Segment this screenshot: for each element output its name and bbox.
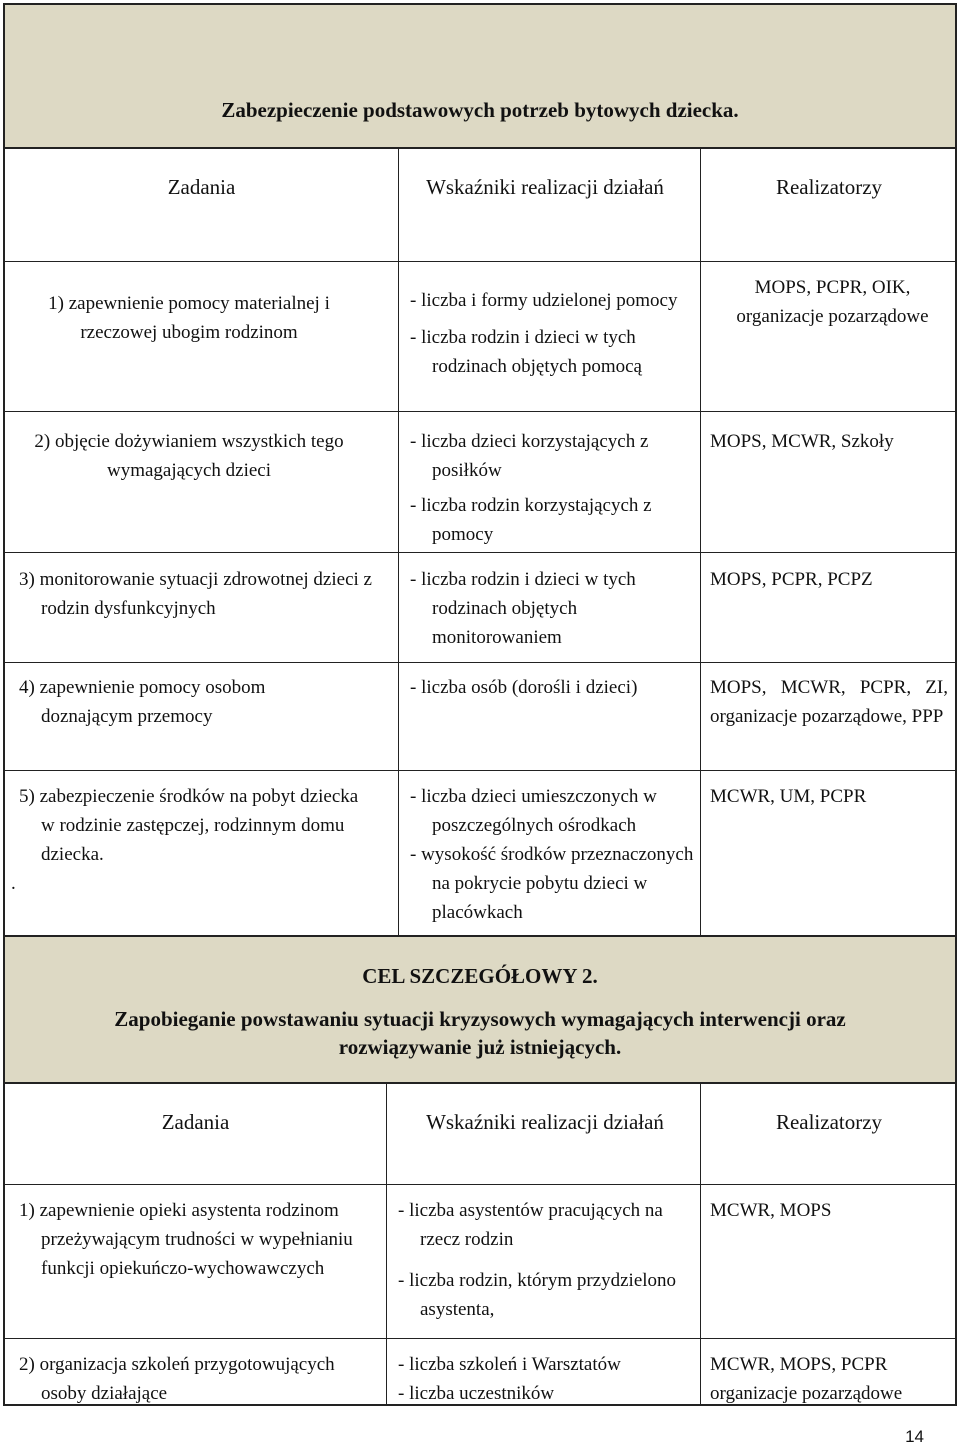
tasks-table-1 — [3, 147, 957, 937]
table-row-4-indicators — [410, 673, 700, 702]
table2-row-2-indicators — [398, 1350, 693, 1408]
indicator-text: - liczba i formy udzielonej pomocy — [410, 290, 678, 311]
table-row-3-task: 3) monitorowanie sytuacji zdrowotnej dzieci z rodzin dysfunkcyjnych — [19, 569, 372, 619]
indicator-text: - liczba osób (dorośli i dzieci) — [410, 677, 638, 698]
indicator-text: - liczba asystentów pracujących na rzecz rodzin — [398, 1200, 663, 1250]
header-tasks: Zadania — [161, 1110, 230, 1134]
table-row-5-task — [19, 782, 359, 869]
table-row-5-dot: . — [11, 873, 16, 894]
table2-row-1-executors: MCWR, MOPS — [710, 1200, 832, 1221]
section-2-header-band — [3, 935, 957, 1084]
table-row-2-indicators — [410, 427, 700, 549]
indicator-text: - liczba rodzin korzystających z pomocy — [410, 495, 652, 545]
indicator-text: - liczba rodzin i dzieci w tych rodzinach objętych monitorowaniem — [410, 569, 636, 648]
section-2-subtitle: Zapobieganie powstawaniu sytuacji kryzysowych wymagających interwencji oraz rozwiązywanie już istniejących. — [114, 1007, 846, 1059]
tasks-table-2 — [3, 1082, 957, 1406]
indicator-text: - wysokość środków przeznaczonych na pokrycie pobytu dzieci w placówkach — [410, 844, 694, 923]
table-row-5-indicators — [410, 782, 695, 927]
header-executors: Realizatorzy — [775, 1110, 883, 1134]
indicator-text: - liczba rodzin, którym przydzielono asystenta, — [398, 1270, 677, 1320]
indicator-text: - liczba dzieci korzystających z posiłków — [410, 431, 649, 481]
indicator-text: - liczba dzieci umieszczonych w poszczególnych ośrodkach — [410, 786, 657, 836]
indicator-text: - liczba uczestników — [398, 1383, 555, 1404]
table-row-4-task: 4) zapewnienie pomocy osobom doznającym przemocy — [19, 677, 266, 727]
task-text: 5) zabezpieczenie środków na pobyt dziecka w rodzinie zastępczej, rodzinnym domu dziecka. — [19, 786, 359, 865]
table2-row-2-executors: MCWR, MOPS, PCPR organizacje pozarządowe — [710, 1354, 903, 1404]
table-row-1-executors: MOPS, PCPR, OIK, organizacje pozarządowe — [736, 277, 929, 327]
table-row-2-executors: MOPS, MCWR, Szkoły — [710, 431, 894, 452]
header-executors: Realizatorzy — [775, 175, 883, 199]
table2-row-1-indicators — [398, 1196, 693, 1324]
header-indicators: Wskaźniki realizacji działań — [426, 175, 664, 199]
page-number: 14 — [905, 1427, 924, 1446]
section-2-title: CEL SZCZEGÓŁOWY 2. — [362, 964, 598, 988]
section-header-band — [3, 3, 957, 149]
indicator-text: - liczba szkoleń i Warsztatów — [398, 1354, 621, 1375]
table-row-5-executors: MCWR, UM, PCPR — [710, 786, 867, 807]
indicator-text: - liczba rodzin i dzieci w tych rodzinach objętych pomocą — [410, 327, 642, 377]
header-indicators: Wskaźniki realizacji działań — [426, 1110, 664, 1134]
table-row-2-task: 2) objęcie dożywianiem wszystkich tego wymagających dzieci — [34, 431, 344, 481]
table-row-3-indicators — [410, 565, 695, 652]
table-row-1-task: 1) zapewnienie pomocy materialnej i rzeczowej ubogim rodzinom — [48, 293, 330, 343]
table2-row-1-task — [19, 1196, 369, 1283]
table-row-1-indicators — [410, 286, 695, 381]
section-title: Zabezpieczenie podstawowych potrzeb bytowych dziecka. — [221, 98, 739, 122]
table2-row-2-task: 2) organizacja szkoleń przygotowujących osoby działające — [19, 1354, 335, 1404]
table-row-3-executors: MOPS, PCPR, PCPZ — [710, 569, 873, 590]
table-row-4-executors: MOPS, MCWR, PCPR, ZI, organizacje pozarządowe, PPP — [710, 677, 948, 727]
task-text: 1) zapewnienie opieki asystenta rodzinom przeżywającym trudności w wypełnianiu funkcji opiekuńczo-wychowawczych — [19, 1200, 353, 1279]
header-tasks: Zadania — [167, 175, 236, 199]
